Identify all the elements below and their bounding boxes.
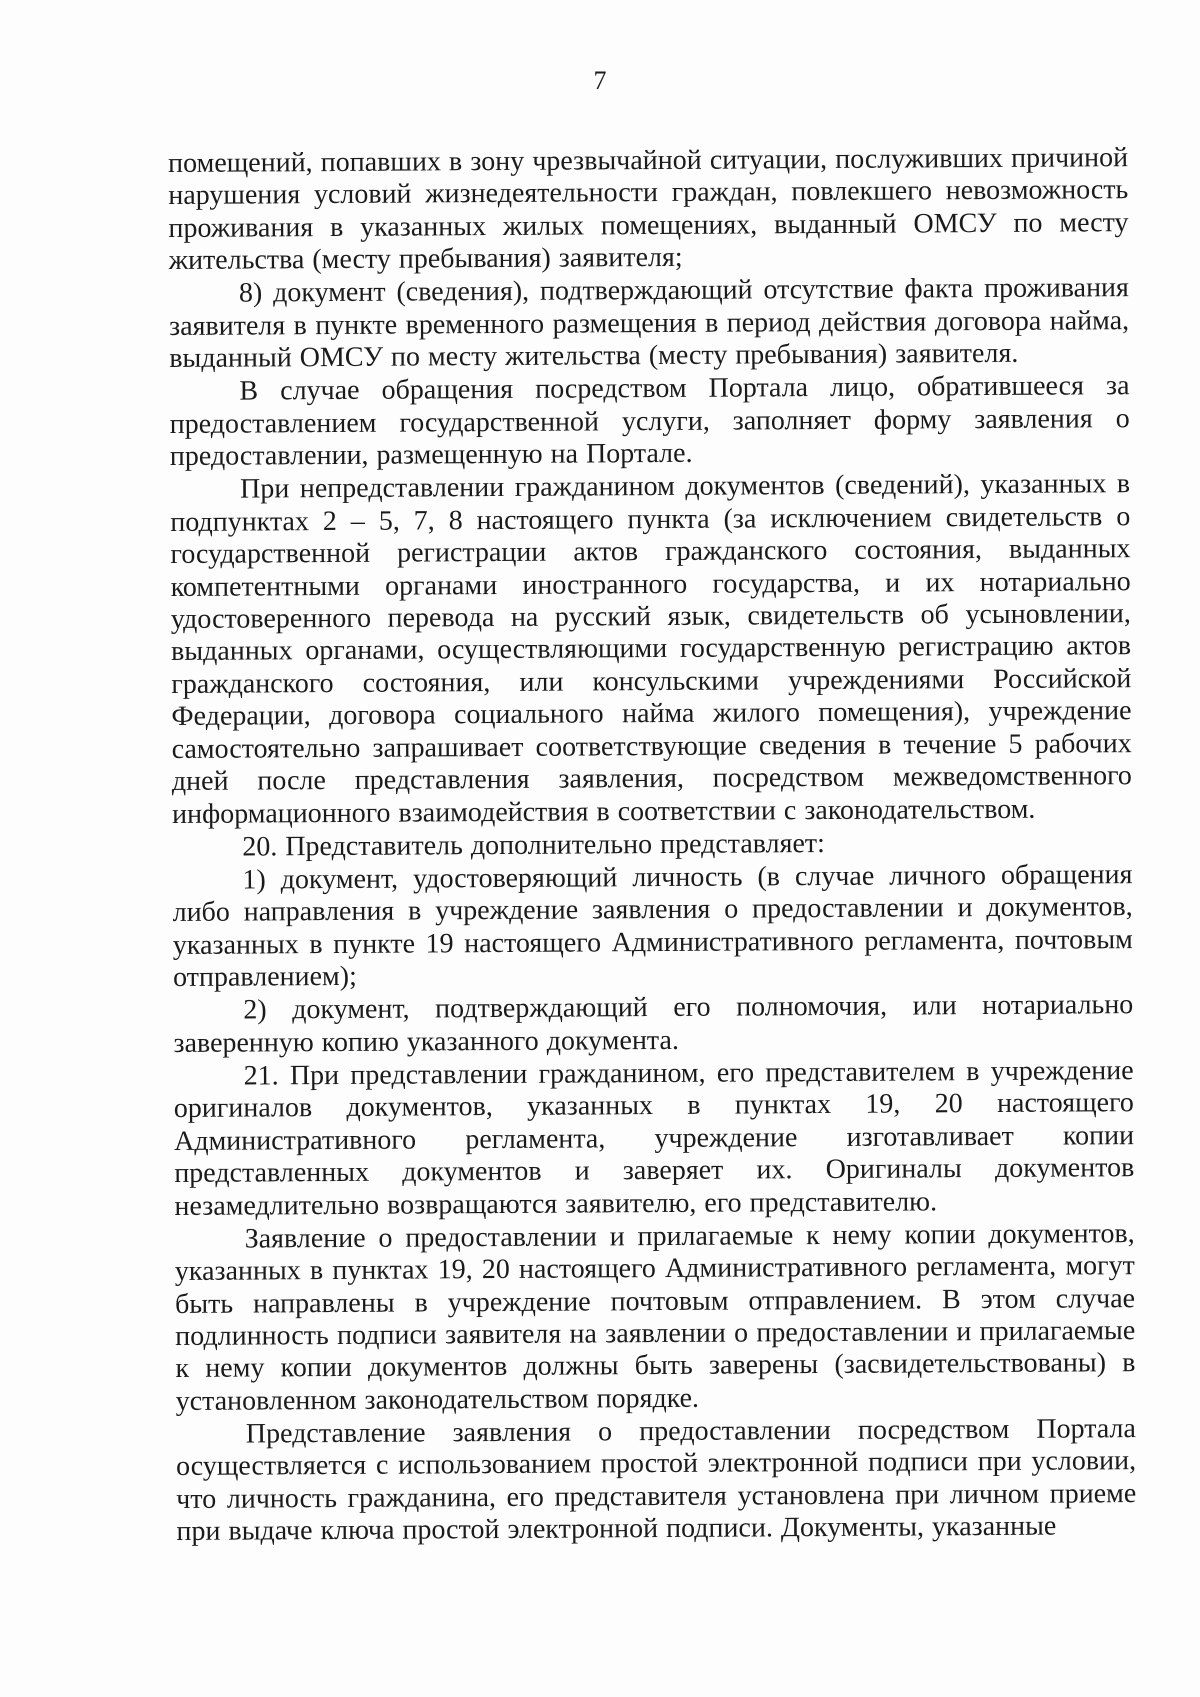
page-number: 7 xyxy=(593,66,607,95)
document-body xyxy=(168,142,1137,1548)
paragraph-clause-21: 21. При представлении гражданином, его представителем в учреждение оригиналов документов, указанных в пунктах 19, 20 настоящего Административного регламента, учреждение изготавливает копии представленных документов и заверяет их. Оригиналы документов незамедлительно возвращаются заявителю, его представителю. xyxy=(173,1055,1135,1222)
paragraph-item-8: 8) документ (сведения), подтверждающий отсутствие факта проживания заявителя в пункте временного размещения в период действия договора найма, выданный ОМСУ по месту жительства (месту пребывания) заявителя. xyxy=(168,272,1130,375)
paragraph-postal-submission: Заявление о предоставлении и прилагаемые к нему копии документов, указанных в пунктах 19, 20 настоящего Административного регламента, могут быть направлены в учреждение почтовым отправлением. В этом случае подлинность подписи заявителя на заявлении о предоставлении и прилагаемые к нему копии документов должны быть заверены (засвидетельствованы) в установленном законодательством порядке. xyxy=(174,1217,1136,1417)
paragraph-clause-20-item-1: 1) документ, удостоверяющий личность (в случае личного обращения либо направления в учреждение заявления о предоставлении и документов, указанных в пункте 19 настоящего Административного регламента, почтовым отправлением); xyxy=(172,859,1133,994)
paragraph-interagency-request: При непредставлении гражданином документов (сведений), указанных в подпунктах 2 – 5, 7, 8 настоящего пункта (за исключением свидетельств о государственной регистрации актов гражданского состояния, выданных компетентными органами иностранного государства, и их нотариально удостоверенного перевода на русский язык, свидетельств об усыновлении, выданных органами, осуществляющими государственную регистрацию актов гражданского состояния, или консульскими учреждениями Российской Федерации, договора социального найма жилого помещения), учреждение самостоятельно запрашивает соответствующие сведения в течение 5 рабочих дней после представления заявления, посредством межведомственного информационного взаимодействия в соответствии с законодательством. xyxy=(170,468,1132,830)
paragraph-portal-application: В случае обращения посредством Портала лицо, обратившееся за предоставлением государственной услуги, заполняет форму заявления о предоставлении, размещенную на Портале. xyxy=(169,370,1130,473)
paragraph-continuation: помещений, попавших в зону чрезвычайной ситуации, послуживших причиной нарушения условий жизнедеятельности граждан, повлекшего невозможность проживания в указанных жилых помещениях, выданный ОМСУ по месту жительства (месту пребывания) заявителя; xyxy=(168,142,1129,277)
paragraph-clause-20: 20. Представитель дополнительно представляет: xyxy=(242,827,825,863)
paragraph-clause-20-item-2: 2) документ, подтверждающий его полномочия, или нотариально заверенную копию указанного документа. xyxy=(173,989,1134,1059)
paragraph-electronic-signature: Представление заявления о предоставлении посредством Портала осуществляется с использованием простой электронной подписи при условии, что личность гражданина, его представителя установлена при личном приеме при выдаче ключа простой электронной подписи. Документы, указанные xyxy=(175,1413,1137,1548)
